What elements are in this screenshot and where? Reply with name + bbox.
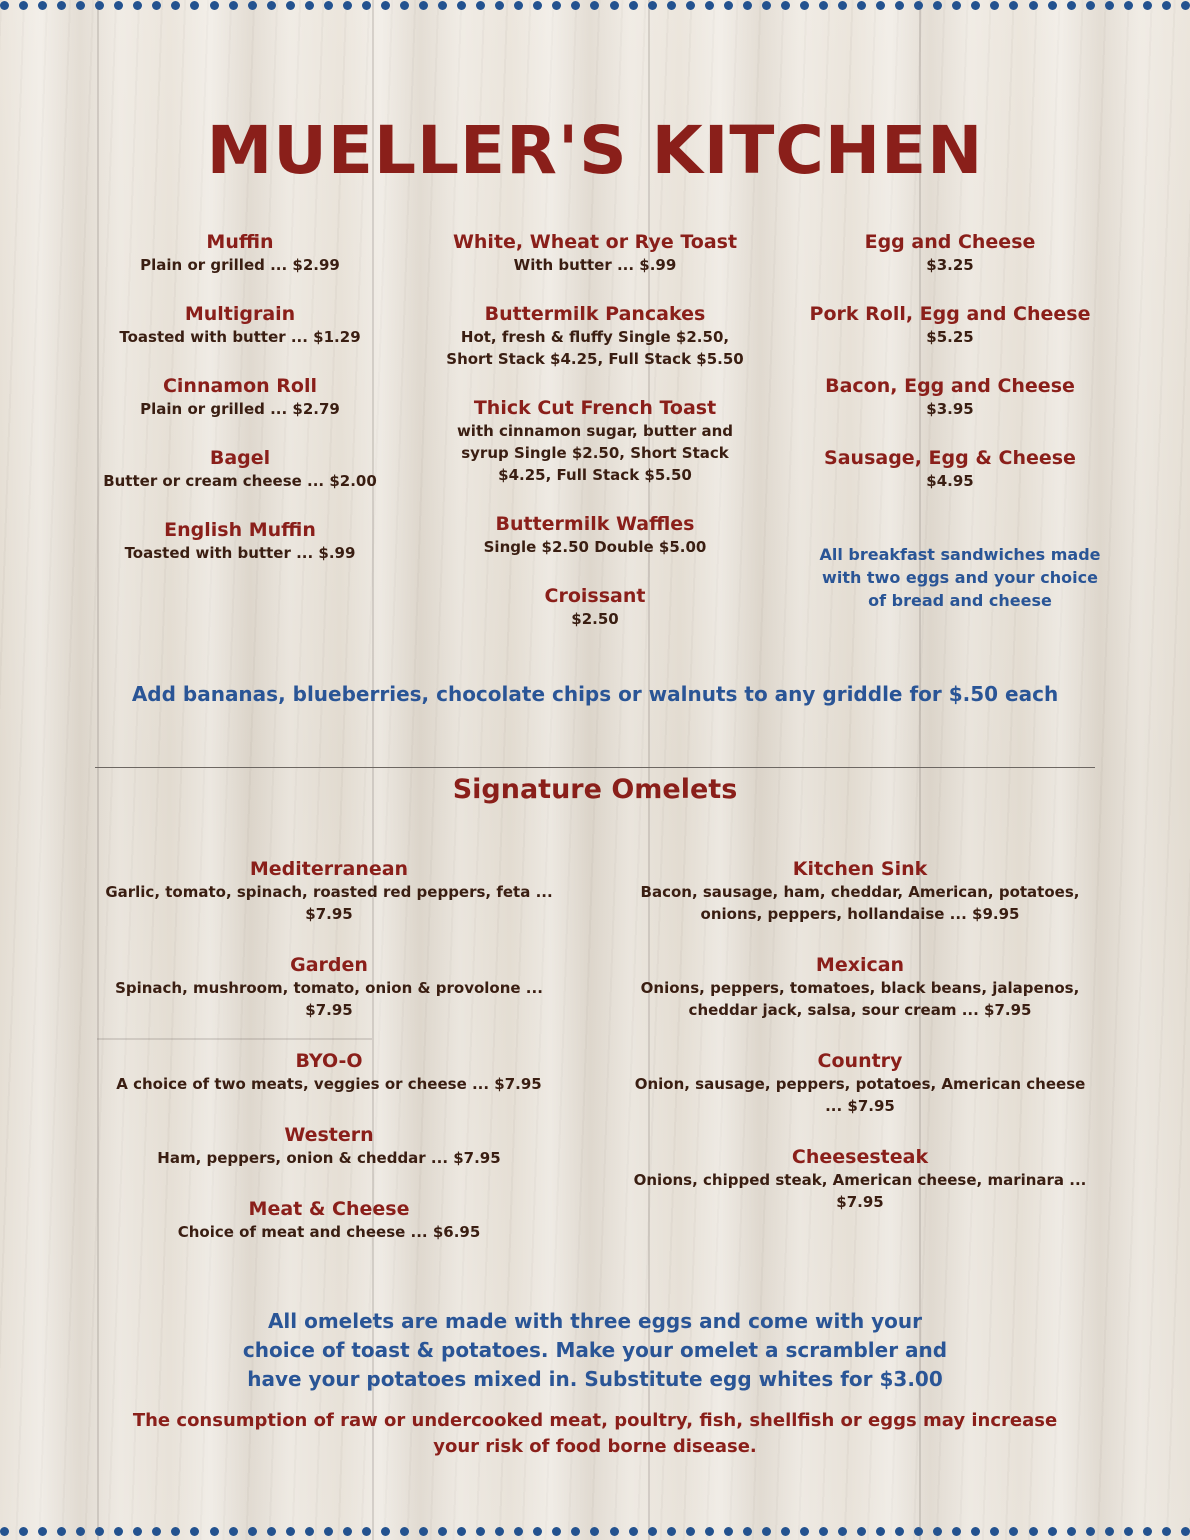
border-dot — [38, 1, 47, 10]
menu-item-name: Bacon, Egg and Cheese — [825, 375, 1075, 397]
menu-item-name: Cheesesteak — [791, 1146, 929, 1168]
border-dot — [648, 1, 657, 10]
border-dot — [286, 1, 295, 10]
griddle-addon-note: Add bananas, blueberries, chocolate chips or walnuts to any griddle for $.50 each — [131, 682, 1059, 706]
menu-item — [95, 518, 385, 564]
border-dot — [876, 1527, 885, 1536]
menu-item — [800, 230, 1100, 276]
menu-item-name: Country — [817, 1050, 903, 1072]
border-dot — [743, 1527, 752, 1536]
border-dot — [343, 1527, 352, 1536]
dotted-border-top — [0, 1, 1190, 13]
border-dot — [971, 1, 980, 10]
border-dot — [857, 1, 866, 10]
border-dot — [419, 1, 428, 10]
menu-item — [95, 446, 385, 492]
border-dot — [305, 1527, 314, 1536]
border-dot — [819, 1, 828, 10]
menu-column-sandwiches — [800, 230, 1100, 518]
menu-item-description: Ham, peppers, onion & cheddar ... $7.95 — [157, 1149, 501, 1167]
border-dot — [1048, 1527, 1057, 1536]
border-dot — [0, 1527, 9, 1536]
border-dot — [1124, 1, 1133, 10]
border-dot — [381, 1527, 390, 1536]
menu-item-name: English Muffin — [164, 519, 316, 541]
border-dot — [933, 1527, 942, 1536]
border-dot — [152, 1527, 161, 1536]
border-dot — [76, 1, 85, 10]
border-dot — [895, 1, 904, 10]
border-dot — [438, 1527, 447, 1536]
border-dot — [1048, 1, 1057, 10]
border-dot — [495, 1, 504, 10]
border-dot — [1162, 1, 1171, 10]
menu-item — [445, 396, 745, 486]
border-dot — [838, 1527, 847, 1536]
border-dot — [781, 1, 790, 10]
section-divider — [95, 767, 1095, 768]
border-dot — [781, 1527, 790, 1536]
border-dot — [743, 1, 752, 10]
border-dot — [57, 1527, 66, 1536]
food-safety-warning: The consumption of raw or undercooked meat, poultry, fish, shellfish or eggs may increase your risk of food borne disease. — [132, 1410, 1058, 1457]
border-dot — [610, 1, 619, 10]
menu-item-description: Onion, sausage, peppers, potatoes, American cheese ... $7.95 — [634, 1075, 1086, 1115]
border-dot — [762, 1527, 771, 1536]
menu-item — [800, 446, 1100, 492]
menu-item-description: $2.50 — [571, 610, 619, 628]
menu-item — [100, 857, 558, 925]
border-dot — [57, 1, 66, 10]
menu-item-description: Onions, peppers, tomatoes, black beans, jalapenos, cheddar jack, salsa, sour cream ... $7.95 — [640, 979, 1080, 1019]
menu-item-description: Butter or cream cheese ... $2.00 — [103, 472, 377, 490]
border-dot — [19, 1, 28, 10]
menu-item-description: Toasted with butter ... $1.29 — [119, 328, 361, 346]
border-dot — [838, 1, 847, 10]
menu-item-description: With butter ... $.99 — [513, 256, 677, 274]
menu-item — [630, 953, 1090, 1021]
border-dot — [819, 1527, 828, 1536]
border-dot — [1181, 1, 1190, 10]
menu-item — [95, 302, 385, 348]
menu-item-name: Mexican — [815, 954, 905, 976]
menu-column-pastries — [95, 230, 385, 590]
border-dot — [267, 1, 276, 10]
border-dot — [990, 1, 999, 10]
border-dot — [400, 1527, 409, 1536]
border-dot — [305, 1, 314, 10]
sandwich-note: All breakfast sandwiches made with two eggs and your choice of bread and cheese — [819, 545, 1101, 610]
border-dot — [610, 1527, 619, 1536]
restaurant-title: MUELLER'S KITCHEN — [206, 112, 984, 189]
border-dot — [438, 1, 447, 10]
border-dot — [286, 1527, 295, 1536]
border-dot — [495, 1527, 504, 1536]
menu-item-description: Toasted with butter ... $.99 — [124, 544, 356, 562]
border-dot — [1181, 1527, 1190, 1536]
border-dot — [400, 1, 409, 10]
menu-item-description: Garlic, tomato, spinach, roasted red peppers, feta ... $7.95 — [105, 883, 553, 923]
border-dot — [800, 1, 809, 10]
border-dot — [705, 1527, 714, 1536]
menu-item-name: Garden — [290, 954, 368, 976]
border-dot — [1143, 1527, 1152, 1536]
menu-item — [630, 1049, 1090, 1117]
border-dot — [762, 1, 771, 10]
menu-item-description: $5.25 — [926, 328, 974, 346]
menu-item — [445, 230, 745, 276]
border-dot — [95, 1527, 104, 1536]
border-dot — [648, 1527, 657, 1536]
border-dot — [324, 1527, 333, 1536]
border-dot — [0, 1, 9, 10]
border-dot — [914, 1, 923, 10]
menu-item — [445, 512, 745, 558]
menu-item-name: Egg and Cheese — [864, 231, 1036, 253]
border-dot — [1143, 1, 1152, 10]
border-dot — [686, 1527, 695, 1536]
border-dot — [724, 1, 733, 10]
menu-item-name: Buttermilk Pancakes — [484, 303, 706, 325]
border-dot — [190, 1, 199, 10]
border-dot — [990, 1527, 999, 1536]
border-dot — [133, 1527, 142, 1536]
menu-item-description: Choice of meat and cheese ... $6.95 — [177, 1223, 481, 1241]
border-dot — [1009, 1527, 1018, 1536]
border-dot — [457, 1, 466, 10]
border-dot — [114, 1527, 123, 1536]
border-dot — [514, 1527, 523, 1536]
border-dot — [171, 1, 180, 10]
border-dot — [1162, 1527, 1171, 1536]
border-dot — [95, 1, 104, 10]
border-dot — [952, 1, 961, 10]
border-dot — [571, 1527, 580, 1536]
border-dot — [1105, 1527, 1114, 1536]
menu-item-name: Mediterranean — [249, 858, 409, 880]
border-dot — [362, 1527, 371, 1536]
border-dot — [457, 1527, 466, 1536]
border-dot — [1086, 1, 1095, 10]
menu-item — [445, 302, 745, 370]
border-dot — [514, 1, 523, 10]
border-dot — [800, 1527, 809, 1536]
border-dot — [190, 1527, 199, 1536]
border-dot — [76, 1527, 85, 1536]
border-dot — [724, 1527, 733, 1536]
border-dot — [133, 1, 142, 10]
border-dot — [914, 1527, 923, 1536]
border-dot — [552, 1, 561, 10]
menu-item-description: Plain or grilled ... $2.79 — [140, 400, 340, 418]
border-dot — [248, 1, 257, 10]
border-dot — [1124, 1527, 1133, 1536]
menu-item-name: Meat & Cheese — [248, 1198, 410, 1220]
border-dot — [952, 1527, 961, 1536]
menu-item-description: $3.95 — [926, 400, 974, 418]
menu-item-name: Croissant — [544, 585, 646, 607]
menu-item-name: Muffin — [206, 231, 274, 253]
menu-item — [100, 1049, 558, 1095]
menu-item-description: Spinach, mushroom, tomato, onion & provolone ... $7.95 — [115, 979, 543, 1019]
border-dot — [1086, 1527, 1095, 1536]
border-dot — [152, 1, 161, 10]
menu-item-description: with cinnamon sugar, butter and syrup Single $2.50, Short Stack $4.25, Full Stack $5.50 — [456, 422, 734, 484]
border-dot — [667, 1527, 676, 1536]
border-dot — [1029, 1527, 1038, 1536]
border-dot — [171, 1527, 180, 1536]
border-dot — [629, 1, 638, 10]
menu-item-description: $3.25 — [926, 256, 974, 274]
border-dot — [324, 1, 333, 10]
border-dot — [571, 1, 580, 10]
border-dot — [590, 1, 599, 10]
menu-item-description: $4.95 — [926, 472, 974, 490]
border-dot — [1105, 1, 1114, 10]
menu-item-name: Sausage, Egg & Cheese — [824, 447, 1076, 469]
border-dot — [210, 1527, 219, 1536]
border-dot — [343, 1, 352, 10]
dotted-border-bottom — [0, 1527, 1190, 1539]
menu-item-name: White, Wheat or Rye Toast — [452, 231, 738, 253]
omelets-column-right — [630, 857, 1090, 1241]
border-dot — [876, 1, 885, 10]
menu-column-griddle — [445, 230, 745, 656]
border-dot — [476, 1, 485, 10]
border-dot — [1009, 1, 1018, 10]
menu-item — [100, 1197, 558, 1243]
menu-item — [800, 374, 1100, 420]
border-dot — [267, 1527, 276, 1536]
menu-item — [95, 230, 385, 276]
menu-item — [100, 953, 558, 1021]
menu-item-name: Multigrain — [184, 303, 296, 325]
border-dot — [210, 1, 219, 10]
border-dot — [971, 1527, 980, 1536]
border-dot — [362, 1, 371, 10]
menu-item-name: Thick Cut French Toast — [473, 397, 717, 419]
menu-item-name: BYO-O — [295, 1050, 363, 1072]
border-dot — [476, 1527, 485, 1536]
menu-item-name: Kitchen Sink — [792, 858, 928, 880]
border-dot — [381, 1, 390, 10]
menu-item-description: Onions, chipped steak, American cheese, marinara ... $7.95 — [633, 1171, 1087, 1211]
border-dot — [419, 1527, 428, 1536]
border-dot — [533, 1527, 542, 1536]
border-dot — [933, 1, 942, 10]
border-dot — [686, 1, 695, 10]
menu-item-description: Plain or grilled ... $2.99 — [140, 256, 340, 274]
border-dot — [667, 1, 676, 10]
omelets-section-title: Signature Omelets — [452, 774, 738, 805]
menu-item-description: A choice of two meats, veggies or cheese ... $7.95 — [116, 1075, 542, 1093]
border-dot — [629, 1527, 638, 1536]
menu-item — [630, 857, 1090, 925]
border-dot — [229, 1527, 238, 1536]
border-dot — [533, 1, 542, 10]
menu-item-description: Bacon, sausage, ham, cheddar, American, potatoes, onions, peppers, hollandaise ... $9.95 — [640, 883, 1080, 923]
border-dot — [590, 1527, 599, 1536]
border-dot — [1029, 1, 1038, 10]
menu-item — [800, 302, 1100, 348]
menu-item-description: Hot, fresh & fluffy Single $2.50, Short Stack $4.25, Full Stack $5.50 — [446, 328, 744, 368]
menu-item — [100, 1123, 558, 1169]
omelets-column-left — [100, 857, 558, 1271]
border-dot — [38, 1527, 47, 1536]
menu-item-name: Buttermilk Waffles — [495, 513, 695, 535]
menu-item-name: Bagel — [209, 447, 271, 469]
border-dot — [248, 1527, 257, 1536]
menu-item-name: Pork Roll, Egg and Cheese — [809, 303, 1091, 325]
border-dot — [229, 1, 238, 10]
border-dot — [1067, 1, 1076, 10]
border-dot — [1067, 1527, 1076, 1536]
omelet-note: All omelets are made with three eggs and come with your choice of toast & potatoes. Make your omelet a scrambler and have your potatoes mixed in. Substitute egg whites for $3.00 — [242, 1309, 948, 1391]
menu-item — [95, 374, 385, 420]
menu-item-description: Single $2.50 Double $5.00 — [483, 538, 707, 556]
menu-item-name: Western — [284, 1124, 374, 1146]
border-dot — [857, 1527, 866, 1536]
menu-item — [445, 584, 745, 630]
menu-item-name: Cinnamon Roll — [162, 375, 318, 397]
border-dot — [705, 1, 714, 10]
border-dot — [895, 1527, 904, 1536]
border-dot — [19, 1527, 28, 1536]
menu-item — [630, 1145, 1090, 1213]
border-dot — [114, 1, 123, 10]
border-dot — [552, 1527, 561, 1536]
